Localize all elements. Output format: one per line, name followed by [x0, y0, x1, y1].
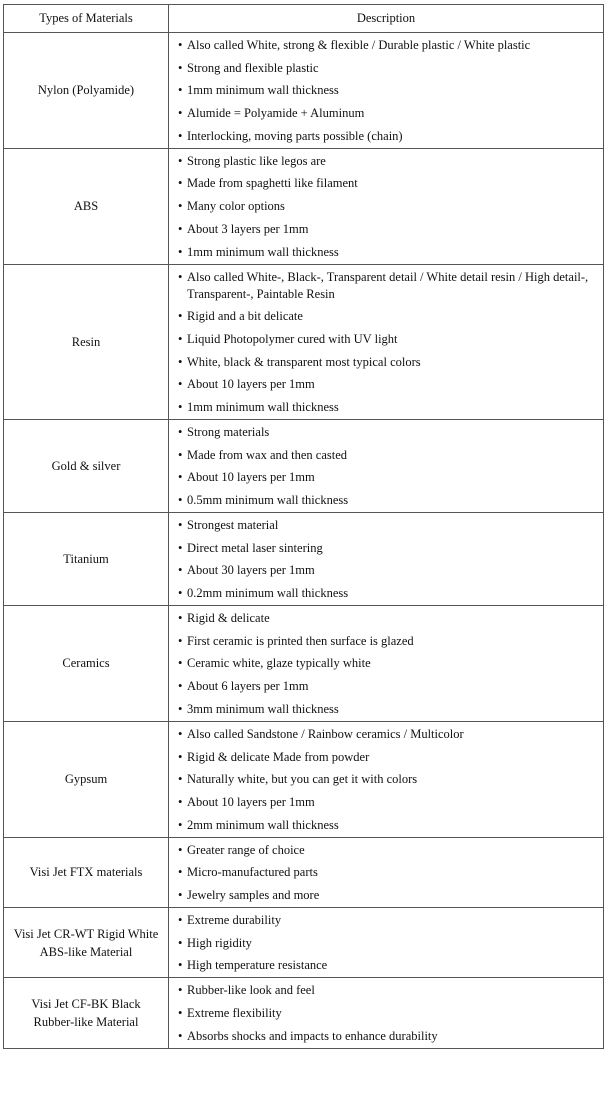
- description-item: • 1mm minimum wall thickness: [178, 244, 597, 261]
- table-row: [4, 606, 604, 722]
- description-item: • Ceramic white, glaze typically white: [178, 655, 597, 672]
- material-description: [169, 264, 604, 419]
- description-item: • Strong materials: [178, 424, 597, 441]
- description-item: • Extreme durability: [178, 912, 597, 929]
- description-item: • High temperature resistance: [178, 957, 597, 974]
- material-name: Titanium: [4, 513, 169, 606]
- description-item: • Many color options: [178, 198, 597, 215]
- description-item: • About 6 layers per 1mm: [178, 678, 597, 695]
- table-row: [4, 419, 604, 512]
- description-list: [178, 982, 597, 1044]
- description-item: • 1mm minimum wall thickness: [178, 399, 597, 416]
- description-item: • Made from wax and then casted: [178, 447, 597, 464]
- description-item: • Strongest material: [178, 517, 597, 534]
- description-item: • Rubber-like look and feel: [178, 982, 597, 999]
- description-item: • Also called Sandstone / Rainbow ceramics / Multicolor: [178, 726, 597, 743]
- description-item: • 1mm minimum wall thickness: [178, 82, 597, 99]
- description-list: [178, 610, 597, 718]
- description-item: • Extreme flexibility: [178, 1005, 597, 1022]
- description-item: • About 10 layers per 1mm: [178, 794, 597, 811]
- description-item: • Liquid Photopolymer cured with UV light: [178, 331, 597, 348]
- material-description: [169, 978, 604, 1048]
- table-row: [4, 148, 604, 264]
- material-description: [169, 721, 604, 837]
- material-name: Gold & silver: [4, 419, 169, 512]
- description-item: • Strong plastic like legos are: [178, 153, 597, 170]
- material-description: [169, 513, 604, 606]
- description-item: • Rigid & delicate Made from powder: [178, 749, 597, 766]
- materials-table: [3, 4, 604, 1049]
- material-name: Ceramics: [4, 606, 169, 722]
- description-list: [178, 424, 597, 509]
- table-row: [4, 513, 604, 606]
- description-item: • 3mm minimum wall thickness: [178, 701, 597, 718]
- description-list: [178, 517, 597, 602]
- material-name: Visi Jet FTX materials: [4, 837, 169, 907]
- description-item: • Made from spaghetti like filament: [178, 175, 597, 192]
- header-row: [4, 5, 604, 33]
- material-name: Resin: [4, 264, 169, 419]
- description-item: • Rigid & delicate: [178, 610, 597, 627]
- description-item: • Rigid and a bit delicate: [178, 308, 597, 325]
- description-item: • Direct metal laser sintering: [178, 540, 597, 557]
- description-item: • First ceramic is printed then surface is glazed: [178, 633, 597, 650]
- description-item: • Interlocking, moving parts possible (chain): [178, 128, 597, 145]
- description-list: [178, 842, 597, 904]
- description-list: [178, 153, 597, 261]
- description-item: • 0.5mm minimum wall thickness: [178, 492, 597, 509]
- description-item: • About 10 layers per 1mm: [178, 376, 597, 393]
- material-description: [169, 606, 604, 722]
- table-body: [4, 33, 604, 1049]
- table-row: [4, 978, 604, 1048]
- material-name: ABS: [4, 148, 169, 264]
- description-item: • Absorbs shocks and impacts to enhance durability: [178, 1028, 597, 1045]
- description-item: • Alumide = Polyamide + Aluminum: [178, 105, 597, 122]
- description-item: • About 30 layers per 1mm: [178, 562, 597, 579]
- description-item: • Strong and flexible plastic: [178, 60, 597, 77]
- table-row: [4, 907, 604, 977]
- material-description: [169, 148, 604, 264]
- header-types-of-materials: Types of Materials: [4, 5, 169, 33]
- description-list: [178, 726, 597, 834]
- description-item: • Naturally white, but you can get it with colors: [178, 771, 597, 788]
- description-item: • 0.2mm minimum wall thickness: [178, 585, 597, 602]
- description-item: • 2mm minimum wall thickness: [178, 817, 597, 834]
- description-list: [178, 269, 597, 416]
- header-description: Description: [169, 5, 604, 33]
- table-row: [4, 721, 604, 837]
- description-item: • High rigidity: [178, 935, 597, 952]
- table-header: [4, 5, 604, 33]
- table-row: [4, 33, 604, 149]
- description-item: • About 10 layers per 1mm: [178, 469, 597, 486]
- material-name: Nylon (Polyamide): [4, 33, 169, 149]
- description-list: [178, 912, 597, 974]
- material-description: [169, 837, 604, 907]
- description-item: • Jewelry samples and more: [178, 887, 597, 904]
- description-item: • White, black & transparent most typical colors: [178, 354, 597, 371]
- description-item: • Also called White, strong & flexible / Durable plastic / White plastic: [178, 37, 597, 54]
- table-row: [4, 837, 604, 907]
- material-description: [169, 419, 604, 512]
- material-name: Visi Jet CF-BK Black Rubber-like Material: [4, 978, 169, 1048]
- description-list: [178, 37, 597, 145]
- material-name: Visi Jet CR-WT Rigid White ABS-like Material: [4, 907, 169, 977]
- table-row: [4, 264, 604, 419]
- description-item: • Greater range of choice: [178, 842, 597, 859]
- description-item: • Also called White-, Black-, Transparent detail / White detail resin / High detail-, Transparent-, Paintable Resin: [178, 269, 597, 303]
- material-name: Gypsum: [4, 721, 169, 837]
- material-description: [169, 33, 604, 149]
- description-item: • About 3 layers per 1mm: [178, 221, 597, 238]
- material-description: [169, 907, 604, 977]
- description-item: • Micro-manufactured parts: [178, 864, 597, 881]
